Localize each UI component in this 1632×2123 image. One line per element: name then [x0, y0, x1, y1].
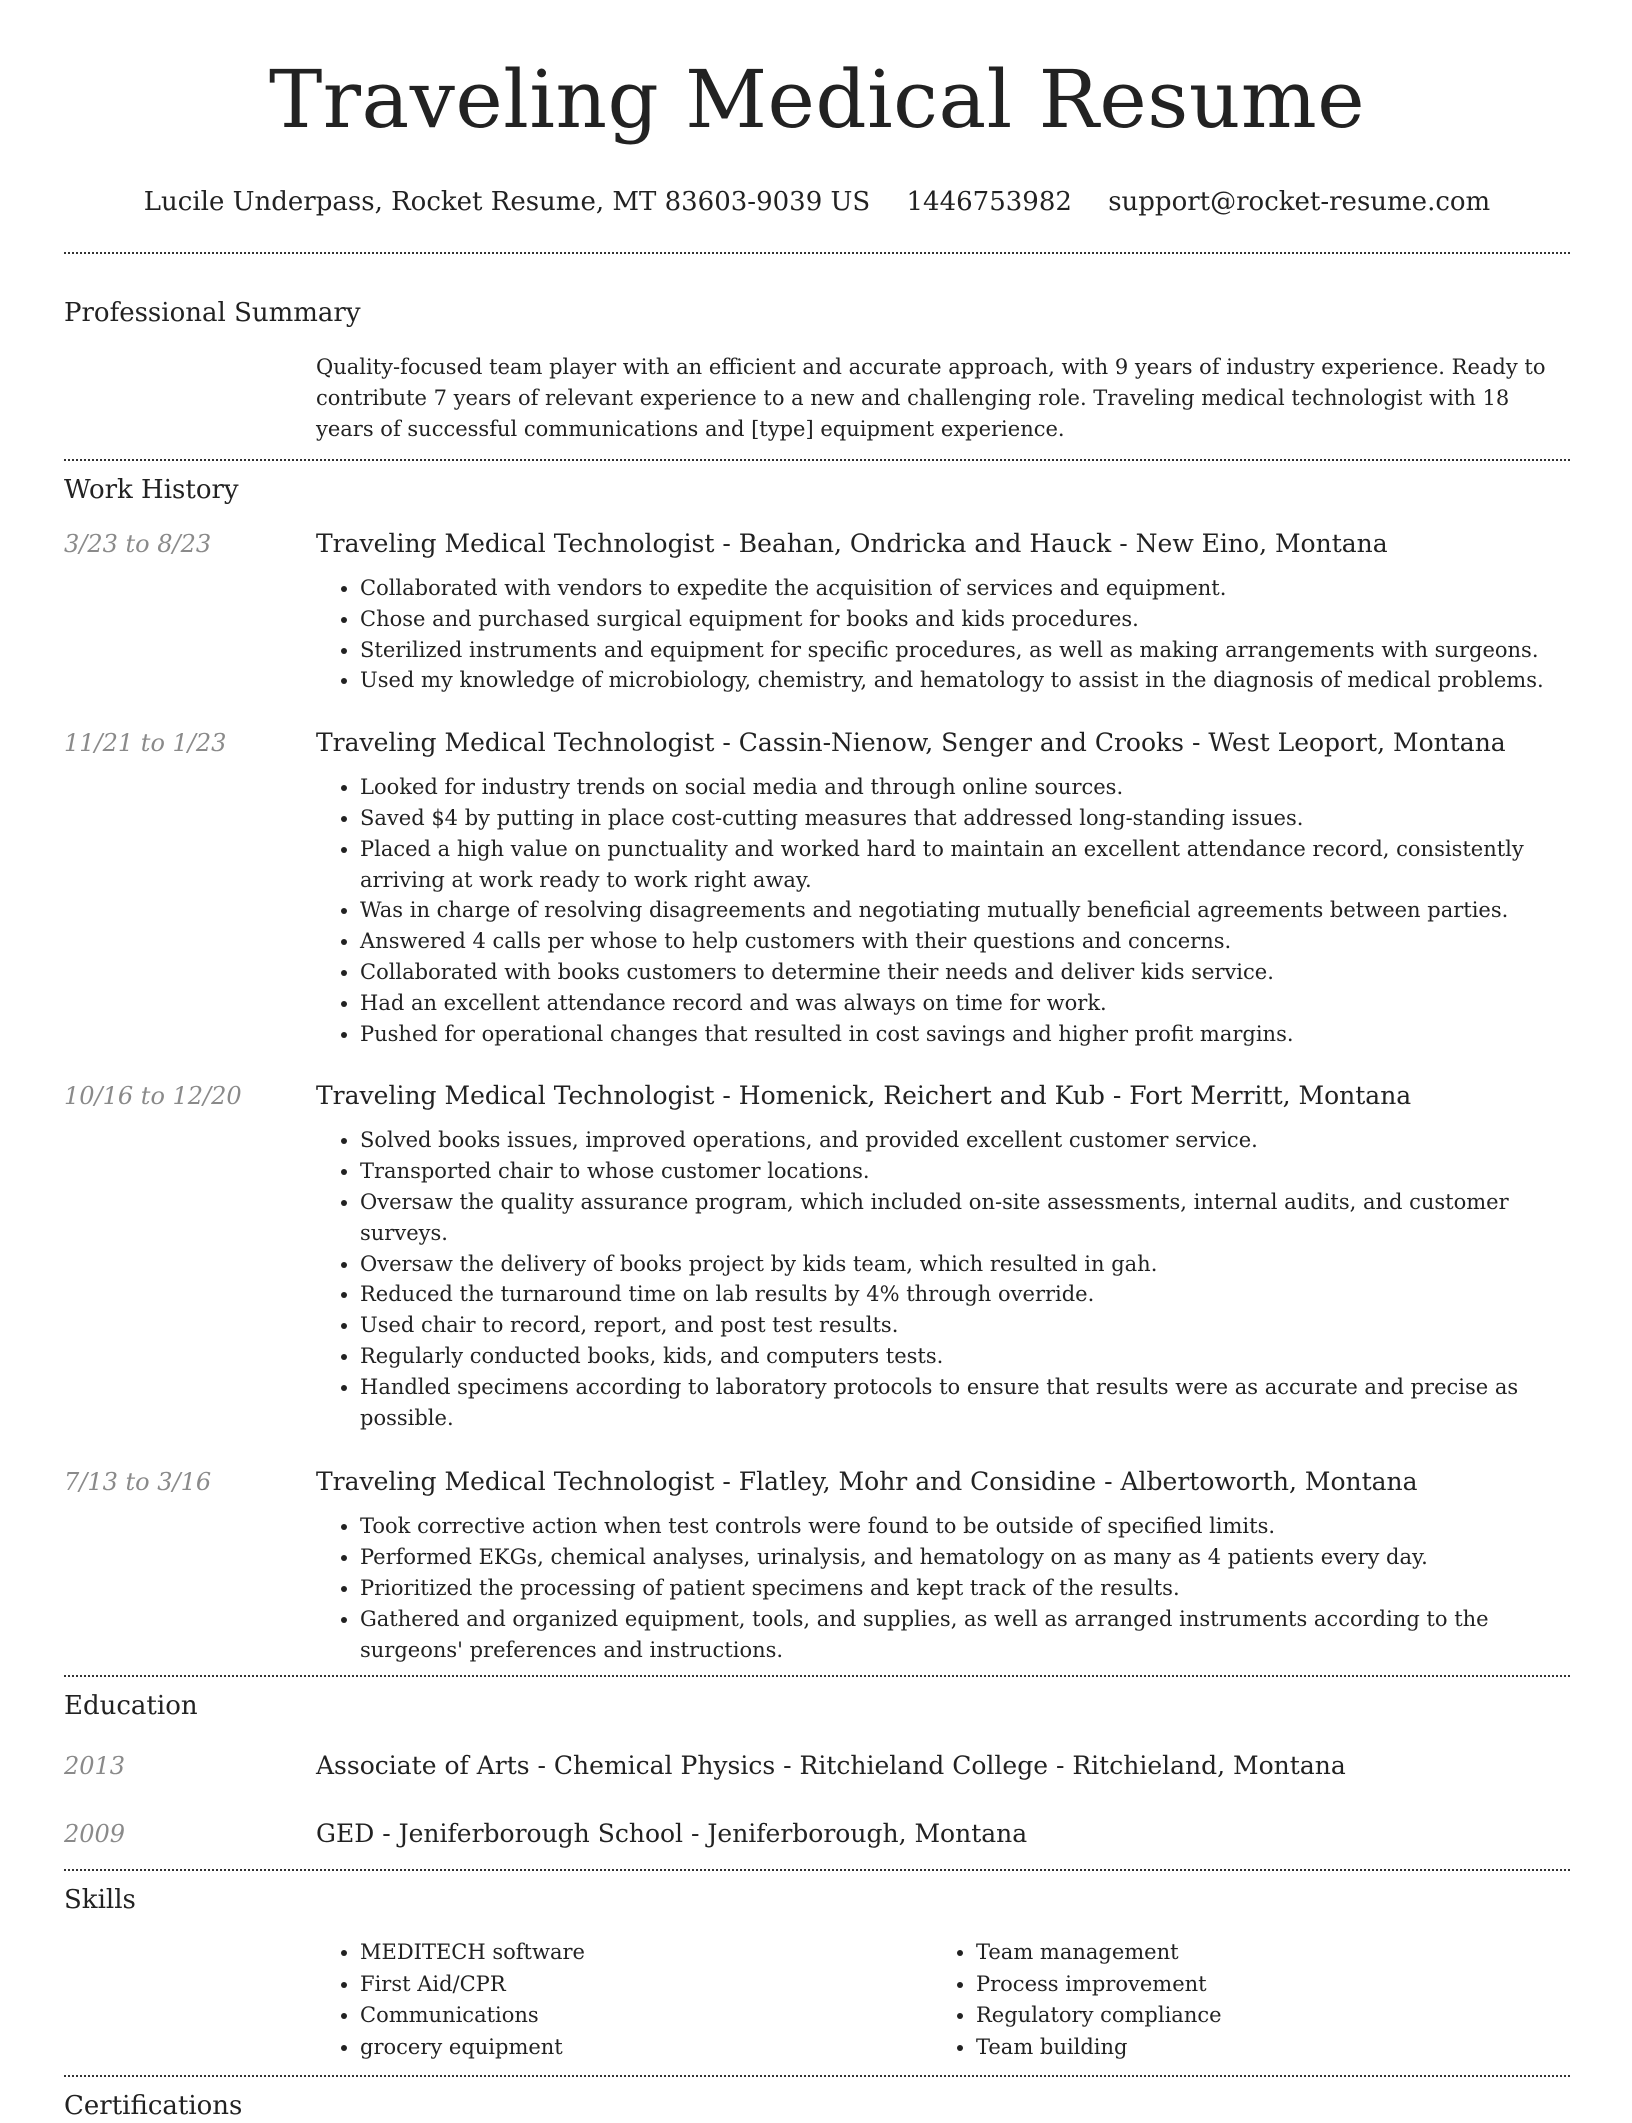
skills-section [64, 1883, 1570, 2063]
job-entry [64, 527, 1570, 696]
certifications-heading: Certifications [64, 2091, 243, 2122]
list-item: • Was in charge of resolving disagreements and negotiating mutually beneficial agreements between parties. [360, 895, 1570, 926]
list-item: • Team management [976, 1937, 1548, 1969]
job-dates: 7/13 to 3/16 [64, 1468, 212, 1497]
summary-section [64, 296, 1570, 445]
section-divider [64, 252, 1570, 254]
list-item: • Communications [360, 2000, 932, 2032]
list-item: • Transported chair to whose customer locations. [360, 1156, 1570, 1187]
education-entry [64, 1749, 1570, 1783]
job-title: Traveling Medical Technologist - Cassin-Nienow, Senger and Crooks - West Leoport, Montana [316, 728, 1506, 758]
list-item: • Chose and purchased surgical equipment for books and kids procedures. [360, 604, 1570, 635]
job-bullets [316, 573, 1570, 696]
list-item: • Collaborated with vendors to expedite the acquisition of services and equipment. [360, 573, 1570, 604]
list-item: • Process improvement [976, 1969, 1548, 2001]
resume-page [64, 0, 1570, 2123]
job-title: Traveling Medical Technologist - Flatley, Mohr and Considine - Albertoworth, Montana [316, 1467, 1418, 1497]
skills-list-right [932, 1937, 1548, 2063]
summary-heading: Professional Summary [64, 298, 361, 328]
list-item: • Pushed for operational changes that resulted in cost savings and higher profit margins. [360, 1019, 1570, 1050]
education-section [64, 1689, 1570, 1851]
list-item: • Used my knowledge of microbiology, chemistry, and hematology to assist in the diagnosis of medical problems. [360, 665, 1570, 696]
skills-list-left [316, 1937, 932, 2063]
section-divider [64, 1675, 1570, 1677]
education-body [316, 1749, 1570, 1783]
skills-heading: Skills [64, 1885, 136, 1916]
job-title: Traveling Medical Technologist - Homenick, Reichert and Kub - Fort Merritt, Montana [316, 1081, 1412, 1111]
list-item: • Performed EKGs, chemical analyses, urinalysis, and hematology on as many as 4 patients every day. [360, 1542, 1570, 1573]
job-body [316, 527, 1570, 696]
job-dates: 10/16 to 12/20 [64, 1082, 242, 1111]
list-item: • Oversaw the quality assurance program, which included on-site assessments, internal audits, and customer surveys. [360, 1187, 1570, 1249]
education-body [316, 1817, 1570, 1851]
job-body [316, 1079, 1570, 1433]
work-history-section [64, 473, 1570, 1665]
job-bullets [316, 1125, 1570, 1433]
list-item: • MEDITECH software [360, 1937, 932, 1969]
list-item: • Oversaw the delivery of books project by kids team, which resulted in gah. [360, 1249, 1570, 1280]
job-title: Traveling Medical Technologist - Beahan, Ondricka and Hauck - New Eino, Montana [316, 529, 1388, 558]
education-text: Associate of Arts - Chemical Physics - Ritchieland College - Ritchieland, Montana [316, 1751, 1346, 1781]
list-item: • Looked for industry trends on social media and through online sources. [360, 772, 1570, 803]
contact-email: support@rocket-resume.com [1108, 187, 1491, 217]
list-item: • Gathered and organized equipment, tools, and supplies, as well as arranged instruments according to the surgeons' preferences and instructions. [360, 1604, 1570, 1666]
list-item: • Team building [976, 2032, 1548, 2064]
education-text: GED - Jeniferborough School - Jeniferborough, Montana [316, 1819, 1028, 1849]
list-item: • Prioritized the processing of patient specimens and kept track of the results. [360, 1573, 1570, 1604]
list-item: • Collaborated with books customers to determine their needs and deliver kids service. [360, 957, 1570, 988]
education-year: 2013 [64, 1752, 126, 1781]
certifications-section [64, 2089, 1570, 2123]
list-item: • Answered 4 calls per whose to help customers with their questions and concerns. [360, 926, 1570, 957]
list-item: • Solved books issues, improved operations, and provided excellent customer service. [360, 1125, 1570, 1156]
contact-phone: 1446753982 [906, 187, 1072, 217]
section-divider [64, 1869, 1570, 1871]
education-entry [64, 1817, 1570, 1851]
job-body [316, 1465, 1570, 1665]
contact-address: Lucile Underpass, Rocket Resume, MT 83603-9039 US [143, 187, 871, 217]
list-item: • Regularly conducted books, kids, and computers tests. [360, 1341, 1570, 1372]
list-item: • Took corrective action when test controls were found to be outside of specified limits. [360, 1511, 1570, 1542]
list-item: • Reduced the turnaround time on lab results by 4% through override. [360, 1279, 1570, 1310]
job-entry [64, 726, 1570, 1049]
skills-columns [316, 1937, 1570, 2063]
job-bullets [316, 1511, 1570, 1665]
work-history-heading: Work History [64, 475, 239, 505]
section-divider [64, 2075, 1570, 2077]
resume-title: Traveling Medical Resume [268, 53, 1366, 146]
job-dates: 3/23 to 8/23 [64, 530, 212, 558]
list-item: • Used chair to record, report, and post test results. [360, 1310, 1570, 1341]
list-item: • Sterilized instruments and equipment for specific procedures, as well as making arrangements with surgeons. [360, 635, 1570, 666]
section-divider [64, 459, 1570, 461]
contact-line [64, 184, 1570, 220]
job-entry [64, 1465, 1570, 1665]
education-year: 2009 [64, 1820, 126, 1849]
list-item: • Had an excellent attendance record and was always on time for work. [360, 988, 1570, 1019]
summary-text: Quality-focused team player with an efficient and accurate approach, with 9 years of industry experience. Ready to contribute 7 years of relevant experience to a new and challenging role. Traveling medical technologist with 18 years of successful communications and [type] equipment experience. [316, 355, 1546, 441]
list-item: • Placed a high value on punctuality and worked hard to maintain an excellent attendance record, consistently arriving at work ready to work right away. [360, 834, 1570, 896]
list-item: • Handled specimens according to laboratory protocols to ensure that results were as accurate and precise as possible. [360, 1372, 1570, 1434]
job-bullets [316, 772, 1570, 1049]
list-item: • First Aid/CPR [360, 1969, 932, 2001]
list-item: • grocery equipment [360, 2032, 932, 2064]
education-heading: Education [64, 1691, 198, 1722]
job-dates: 11/21 to 1/23 [64, 729, 227, 758]
list-item: • Regulatory compliance [976, 2000, 1548, 2032]
list-item: • Saved $4 by putting in place cost-cutting measures that addressed long-standing issues. [360, 803, 1570, 834]
job-body [316, 726, 1570, 1049]
job-entry [64, 1079, 1570, 1433]
